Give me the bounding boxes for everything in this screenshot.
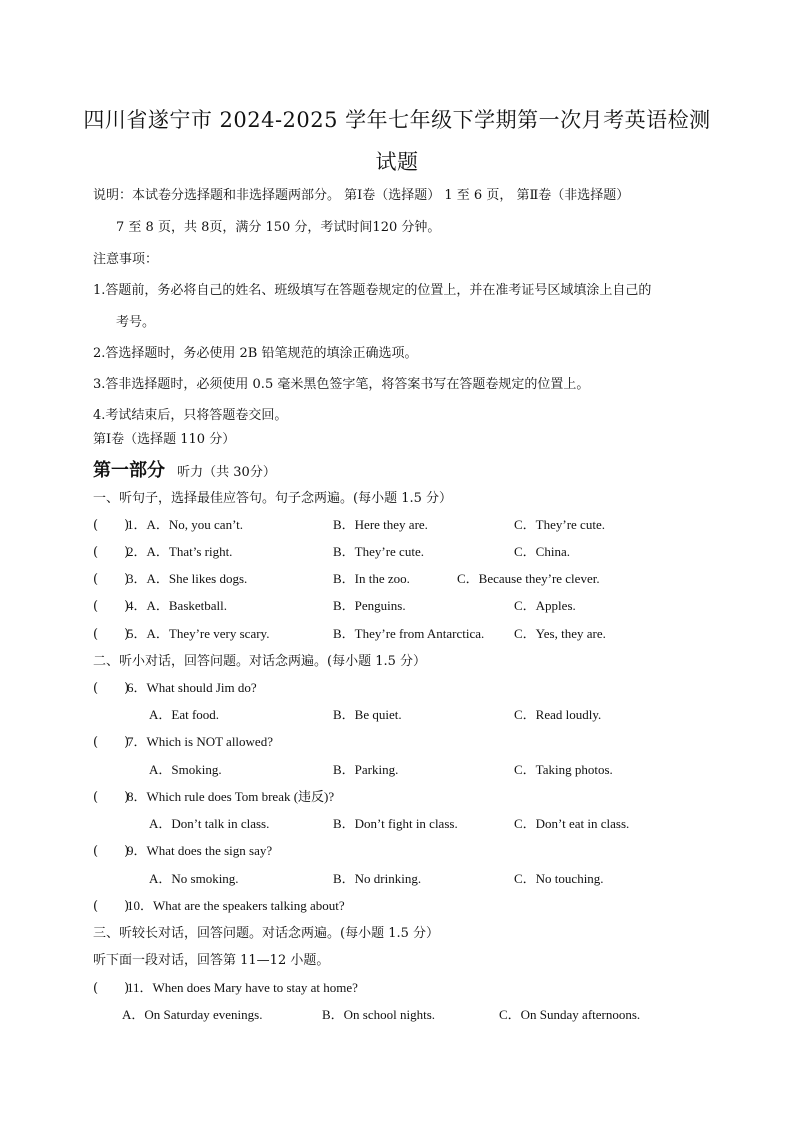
question-7-option-a: A．Smoking.: [149, 762, 222, 777]
intro-line-1: 说明：本试卷分选择题和非选择题两部分。 第Ⅰ卷（选择题） 1 至 6 页， 第Ⅱ卷（非选择题）: [93, 188, 630, 203]
question-3-option-c: C．Because they’re clever.: [457, 571, 600, 586]
question-6-option-b: B．Be quiet.: [333, 707, 402, 722]
answer-blank-2: ( ): [93, 545, 130, 560]
answer-blank-5: ( ): [93, 627, 130, 642]
question-11-option-a: A．On Saturday evenings.: [122, 1007, 263, 1022]
question-9-option-c: C．No touching.: [514, 871, 604, 886]
question-2-option-b: B．They’re cute.: [333, 544, 424, 559]
question-1-option-c: C．They’re cute.: [514, 517, 605, 532]
question-4-stem: 4．A．Basketball.: [127, 598, 228, 613]
answer-blank-9: ( ): [93, 844, 130, 859]
part-1-name: 第一部分: [93, 460, 165, 481]
answer-blank-3: ( ): [93, 572, 130, 587]
part-1-heading: [93, 456, 276, 482]
note-item-2: 2.答选择题时，务必使用 2B 铅笔规范的填涂正确选项。: [93, 346, 418, 361]
volume-1-heading: 第Ⅰ卷（选择题 110 分）: [93, 432, 236, 447]
question-11-stem: 11．When does Mary have to stay at home?: [127, 980, 358, 995]
question-10-stem: 10．What are the speakers talking about?: [127, 898, 345, 913]
note-item-4: 4.考试结束后，只将答题卷交回。: [93, 408, 288, 423]
answer-blank-10: ( ): [93, 899, 130, 914]
question-7-option-b: B．Parking.: [333, 762, 399, 777]
question-9-option-b: B．No drinking.: [333, 871, 422, 886]
notes-heading: 注意事项：: [93, 252, 159, 267]
question-8-option-a: A．Don’t talk in class.: [149, 816, 270, 831]
section-1-heading: 一、听句子，选择最佳应答句。句子念两遍。(每小题 1.5 分）: [93, 491, 453, 506]
exam-title-line-2: 试题: [375, 150, 419, 174]
question-11-option-c: C．On Sunday afternoons.: [499, 1007, 641, 1022]
question-4-option-c: C．Apples.: [514, 598, 576, 613]
question-3-option-b: B．In the zoo.: [333, 571, 410, 586]
section-3-subheading: 听下面一段对话，回答第 11—12 小题。: [93, 953, 330, 968]
question-7-option-c: C．Taking photos.: [514, 762, 613, 777]
note-item-1-cont: 考号。: [116, 315, 156, 330]
note-item-3: 3.答非选择题时，必须使用 0.5 毫米黑色签字笔，将答案书写在答题卷规定的位置上。: [93, 377, 590, 392]
answer-blank-11: ( ): [93, 981, 130, 996]
question-5-stem: 5．A．They’re very scary.: [127, 626, 270, 641]
question-2-stem: 2．A．That’s right.: [127, 544, 233, 559]
question-8-option-c: C．Don’t eat in class.: [514, 816, 630, 831]
question-5-option-b: B．They’re from Antarctica.: [333, 626, 485, 641]
question-4-option-b: B．Penguins.: [333, 598, 406, 613]
question-9-option-a: A．No smoking.: [149, 871, 239, 886]
question-8-stem: 8．Which rule does Tom break (违反)?: [127, 789, 335, 804]
question-1-option-b: B．Here they are.: [333, 517, 428, 532]
question-6-stem: 6．What should Jim do?: [127, 680, 257, 695]
question-6-option-c: C．Read loudly.: [514, 707, 602, 722]
exam-title-line-1: 四川省遂宁市 2024-2025 学年七年级下学期第一次月考英语检测: [83, 108, 711, 132]
question-6-option-a: A．Eat food.: [149, 707, 220, 722]
part-1-subtitle: 听力（共 30分）: [177, 465, 276, 480]
answer-blank-6: ( ): [93, 681, 130, 696]
answer-blank-7: ( ): [93, 735, 130, 750]
question-8-option-b: B．Don’t fight in class.: [333, 816, 458, 831]
question-3-stem: 3．A．She likes dogs.: [127, 571, 248, 586]
question-2-option-c: C．China.: [514, 544, 570, 559]
question-11-option-b: B．On school nights.: [322, 1007, 436, 1022]
answer-blank-4: ( ): [93, 599, 130, 614]
section-3-heading: 三、听较长对话，回答问题。对话念两遍。(每小题 1.5 分）: [93, 926, 440, 941]
answer-blank-1: ( ): [93, 518, 130, 533]
note-item-1: 1.答题前，务必将自己的姓名、班级填写在答题卷规定的位置上，并在准考证号区域填涂上自己的: [93, 283, 652, 298]
question-1-stem: 1．A．No, you can’t.: [127, 517, 244, 532]
answer-blank-8: ( ): [93, 790, 130, 805]
question-5-option-c: C．Yes, they are.: [514, 626, 606, 641]
question-9-stem: 9．What does the sign say?: [127, 843, 273, 858]
section-2-heading: 二、听小对话，回答问题。对话念两遍。(每小题 1.5 分）: [93, 654, 427, 669]
question-7-stem: 7．Which is NOT allowed?: [127, 734, 273, 749]
intro-line-2: 7 至 8 页，共 8页，满分 150 分，考试时间120 分钟。: [116, 220, 441, 235]
